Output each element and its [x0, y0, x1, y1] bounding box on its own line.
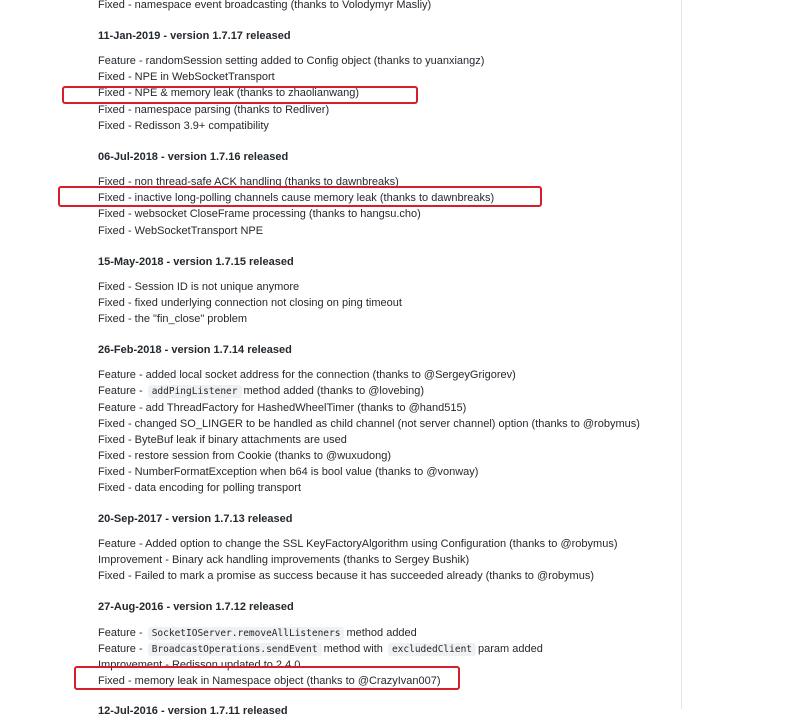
highlight-box-long-polling-leak: [58, 186, 542, 207]
entry-text: param added: [478, 643, 543, 655]
release-heading: 15-May-2018 - version 1.7.15 released: [98, 256, 294, 268]
entry-text: Feature -: [98, 643, 143, 655]
changelog-entry: Fixed - namespace parsing (thanks to Redliver): [98, 104, 330, 116]
release-heading: 12-Jul-2016 - version 1.7.11 released: [98, 705, 288, 717]
changelog-entry: Feature - Added option to change the SSL KeyFactoryAlgorithm using Configuration (thanks to @robymus): [98, 538, 618, 550]
changelog-entry: Fixed - fixed underlying connection not closing on ping timeout: [98, 297, 402, 309]
inline-code: SocketIOServer.removeAllListeners: [148, 627, 345, 640]
entry-text: Feature -: [98, 385, 143, 397]
inline-code: BroadcastOperations.sendEvent: [148, 643, 322, 656]
changelog-entry: Improvement - Redisson updated to 2.4.0: [98, 659, 301, 671]
highlight-box-npe-memory-leak: [62, 86, 418, 104]
changelog-entry: Fixed - NPE in WebSocketTransport: [98, 71, 275, 83]
changelog-entry: Fixed - Session ID is not unique anymore: [98, 281, 300, 293]
changelog-entry: [98, 642, 543, 656]
changelog-entry: Fixed - namespace event broadcasting (thanks to Volodymyr Masliy): [98, 0, 432, 11]
changelog-entry: Fixed - data encoding for polling transport: [98, 482, 302, 494]
changelog-entry: Fixed - non thread-safe ACK handling (thanks to dawnbreaks): [98, 176, 399, 188]
release-heading: 26-Feb-2018 - version 1.7.14 released: [98, 344, 292, 356]
changelog-entry: Fixed - NPE & memory leak (thanks to zhaolianwang): [98, 87, 360, 99]
release-heading: 20-Sep-2017 - version 1.7.13 released: [98, 513, 293, 525]
changelog-entry: Fixed - inactive long-polling channels cause memory leak (thanks to dawnbreaks): [98, 192, 495, 204]
changelog-entry: Fixed - the "fin_close" problem: [98, 313, 248, 325]
changelog-entry: Fixed - restore session from Cookie (thanks to @wuxudong): [98, 450, 392, 462]
inline-code: excludedClient: [388, 643, 476, 656]
changelog-entry: [98, 626, 417, 640]
changelog-entry: Feature - add ThreadFactory for HashedWheelTimer (thanks to @hand515): [98, 402, 467, 414]
entry-text: Feature -: [98, 627, 143, 639]
release-heading: 11-Jan-2019 - version 1.7.17 released: [98, 30, 291, 42]
content-right-border: [681, 0, 682, 709]
changelog-entry: Fixed - websocket CloseFrame processing (thanks to hangsu.cho): [98, 208, 421, 220]
changelog-entry: Fixed - Failed to mark a promise as success because it has succeeded already (thanks to @robymus): [98, 570, 594, 582]
changelog-entry: Fixed - ByteBuf leak if binary attachments are used: [98, 434, 347, 446]
highlight-box-namespace-leak: [74, 666, 460, 690]
release-heading: 27-Aug-2016 - version 1.7.12 released: [98, 601, 294, 613]
changelog-entry: Fixed - memory leak in Namespace object (thanks to @CrazyIvan007): [98, 675, 441, 687]
changelog-entry: Improvement - Binary ack handling improvements (thanks to Sergey Bushik): [98, 554, 470, 566]
release-heading: 06-Jul-2018 - version 1.7.16 released: [98, 151, 289, 163]
changelog-entry: Fixed - NumberFormatException when b64 is bool value (thanks to @vonway): [98, 466, 479, 478]
changelog-entry: Fixed - WebSocketTransport NPE: [98, 225, 264, 237]
changelog-entry: Feature - added local socket address for the connection (thanks to @SergeyGrigorev): [98, 369, 516, 381]
changelog-entry: Fixed - Redisson 3.9+ compatibility: [98, 120, 269, 132]
entry-text: method added: [346, 627, 417, 639]
entry-text: method added (thanks to @lovebing): [243, 385, 425, 397]
changelog-entry: Fixed - changed SO_LINGER to be handled as child channel (not server channel) option (thanks to @robymus): [98, 418, 640, 430]
changelog-entry: [98, 384, 424, 398]
entry-text: method with: [323, 643, 383, 655]
inline-code: addPingListener: [148, 385, 242, 398]
changelog-entry: Feature - randomSession setting added to Config object (thanks to yuanxiangz): [98, 55, 485, 67]
